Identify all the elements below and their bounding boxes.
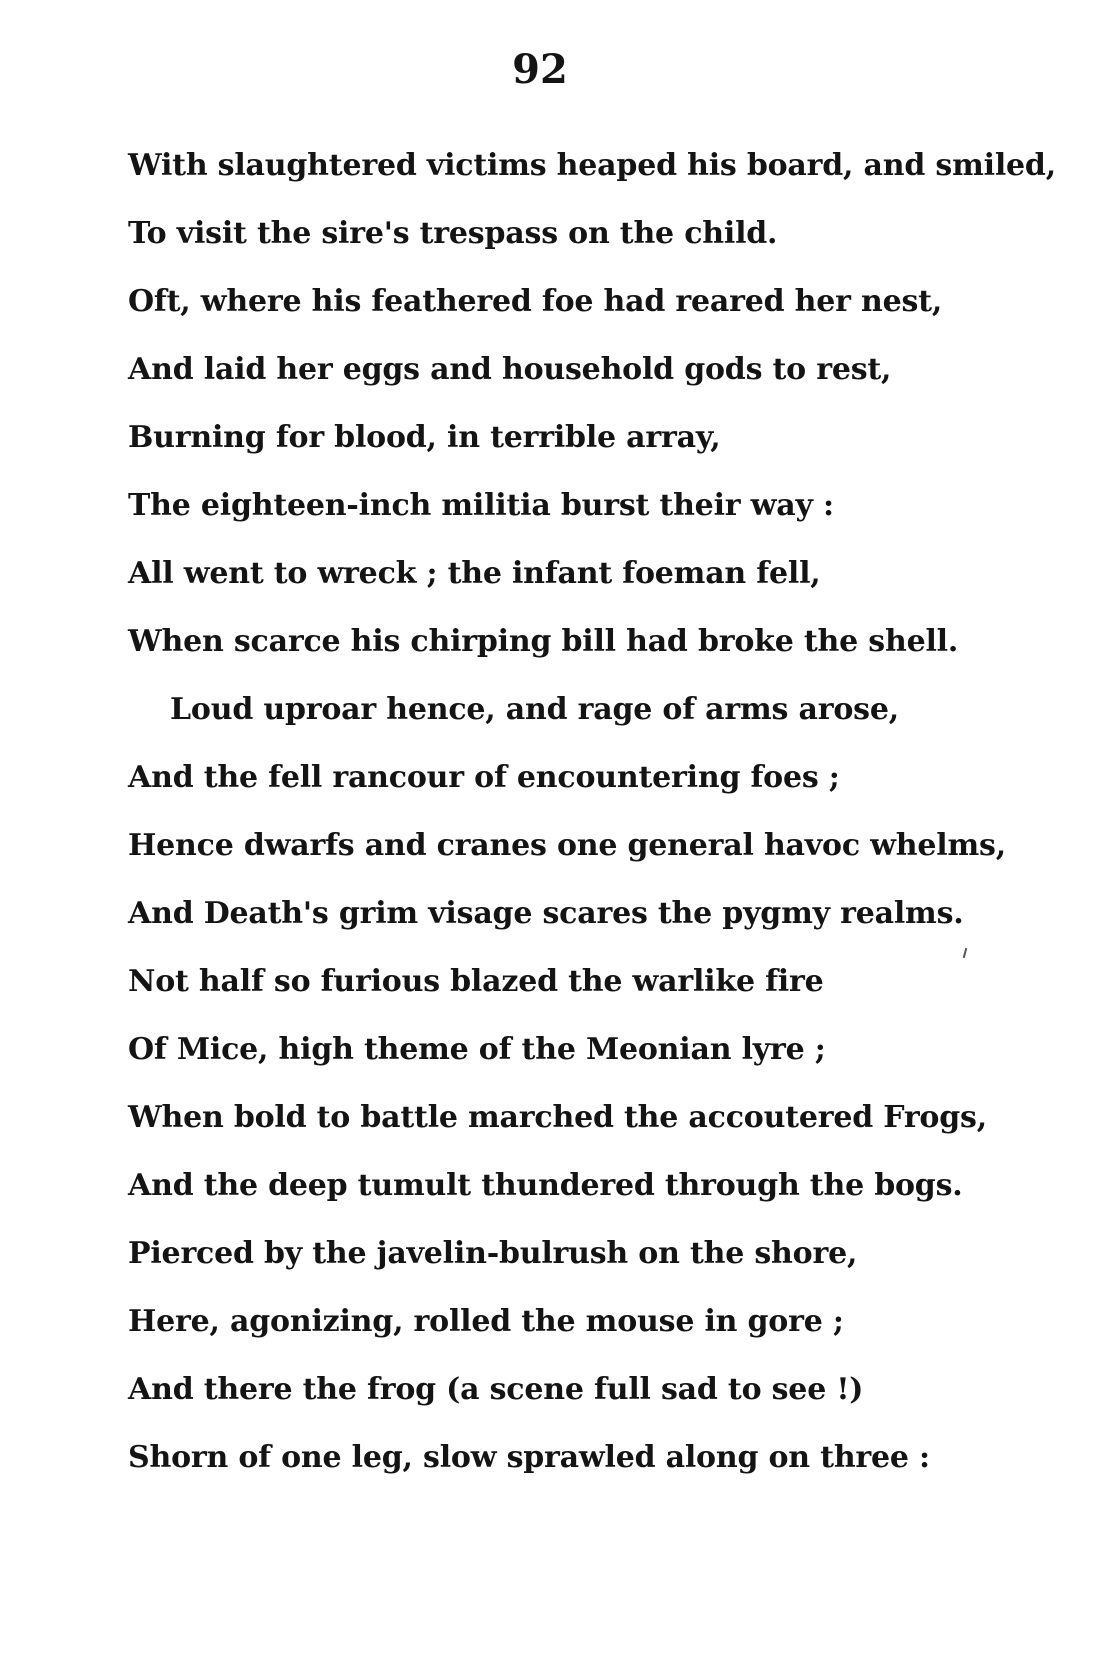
- poem-line: Shorn of one leg, slow sprawled along on three :: [128, 1440, 930, 1475]
- poem-line: Oft, where his feathered foe had reared her nest,: [128, 284, 943, 319]
- poem-line: Here, agonizing, rolled the mouse in gore ;: [128, 1304, 844, 1339]
- poem-line: All went to wreck ; the infant foeman fell,: [128, 556, 821, 591]
- poem-line: Burning for blood, in terrible array,: [128, 420, 721, 455]
- poem-line: To visit the sire's trespass on the child.: [128, 216, 778, 251]
- poem-line: And laid her eggs and household gods to rest,: [128, 352, 892, 387]
- poem-line: And Death's grim visage scares the pygmy realms.: [128, 896, 964, 931]
- poem-line: And the deep tumult thundered through the bogs.: [128, 1168, 963, 1203]
- poem-line: Of Mice, high theme of the Meonian lyre ;: [128, 1032, 826, 1067]
- poem-line: Hence dwarfs and cranes one general havoc whelms,: [128, 828, 1006, 863]
- poem-line: And the fell rancour of encountering foes ;: [128, 760, 840, 795]
- poem-line: With slaughtered victims heaped his board, and smiled,: [128, 148, 1056, 183]
- page-number: 92: [512, 46, 568, 93]
- poem-line: The eighteen-inch militia burst their way :: [128, 488, 834, 523]
- poem-text: [128, 132, 1068, 1492]
- poem-line: When scarce his chirping bill had broke the shell.: [128, 624, 959, 659]
- poem-line: And there the frog (a scene full sad to see !): [128, 1372, 864, 1407]
- poem-line: Not half so furious blazed the warlike fire: [128, 964, 824, 999]
- poem-line-indented: Loud uproar hence, and rage of arms arose,: [170, 692, 899, 727]
- poem-line: When bold to battle marched the accoutered Frogs,: [128, 1100, 987, 1135]
- poem-line: Pierced by the javelin-bulrush on the shore,: [128, 1236, 858, 1271]
